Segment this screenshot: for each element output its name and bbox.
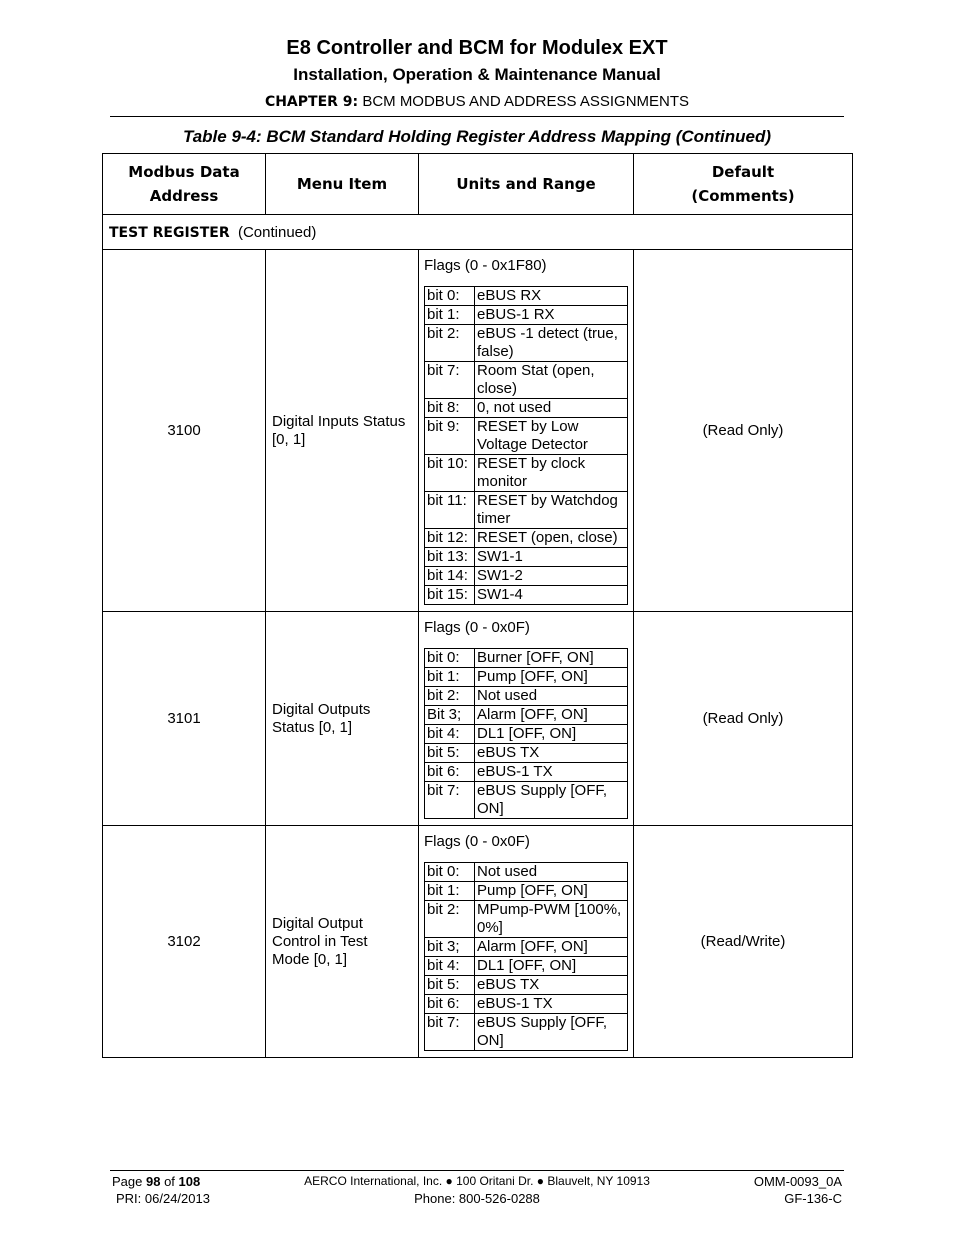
bit-description: eBUS TX	[475, 744, 628, 763]
company-address: AERCO International, Inc. ● 100 Oritani Dr. ● Blauvelt, NY 10913	[304, 1174, 650, 1188]
company-phone: Phone: 800-526-0288	[414, 1191, 540, 1206]
bit-description: Alarm [OFF, ON]	[475, 938, 628, 957]
bit-index: Bit 3;	[425, 706, 475, 725]
bit-row	[425, 995, 628, 1014]
flags-range: Flags (0 - 0x1F80)	[424, 257, 547, 274]
menu-item: Digital Outputs Status [0, 1]	[266, 612, 419, 826]
bit-description: eBUS Supply [OFF, ON]	[475, 782, 628, 819]
bit-row	[425, 744, 628, 763]
menu-item: Digital Output Control in Test Mode [0, 1]	[266, 826, 419, 1058]
bit-index: bit 2:	[425, 325, 475, 362]
bit-table	[424, 648, 628, 819]
section-name: TEST REGISTER	[109, 224, 230, 241]
form-number: GF-136-C	[784, 1191, 842, 1206]
bit-row	[425, 706, 628, 725]
bit-row	[425, 399, 628, 418]
bit-index: bit 12:	[425, 529, 475, 548]
bit-row	[425, 418, 628, 455]
bit-description: eBUS -1 detect (true, false)	[475, 325, 628, 362]
table-caption: Table 9-4: BCM Standard Holding Register Address Mapping (Continued)	[182, 127, 772, 146]
bit-index: bit 1:	[425, 882, 475, 901]
bit-index: bit 13:	[425, 548, 475, 567]
bit-description: eBUS-1 TX	[475, 763, 628, 782]
bit-description: Pump [OFF, ON]	[475, 882, 628, 901]
bit-index: bit 6:	[425, 763, 475, 782]
bit-row	[425, 668, 628, 687]
document-number: OMM-0093_0A	[753, 1174, 842, 1189]
bit-index: bit 15:	[425, 586, 475, 605]
bit-description: Pump [OFF, ON]	[475, 668, 628, 687]
chapter-heading	[110, 92, 844, 112]
document-title: E8 Controller and BCM for Modulex EXT	[286, 37, 668, 59]
bit-row	[425, 763, 628, 782]
bit-description: DL1 [OFF, ON]	[475, 725, 628, 744]
page-header	[110, 36, 844, 112]
register-address: 3101	[103, 612, 266, 826]
flags-range: Flags (0 - 0x0F)	[424, 619, 530, 636]
register-address: 3100	[103, 250, 266, 612]
bit-row	[425, 687, 628, 706]
bit-row	[425, 567, 628, 586]
register-comment: (Read/Write)	[634, 826, 853, 1058]
page-footer	[112, 1173, 842, 1209]
bit-description: MPump-PWM [100%, 0%]	[475, 901, 628, 938]
table-row	[103, 250, 853, 612]
section-note: (Continued)	[237, 223, 317, 241]
bit-row	[425, 455, 628, 492]
bit-row	[425, 938, 628, 957]
footer-rule	[110, 1170, 844, 1171]
bit-index: bit 4:	[425, 725, 475, 744]
bit-index: bit 0:	[425, 287, 475, 306]
bit-index: bit 3;	[425, 938, 475, 957]
units-range	[419, 612, 634, 826]
bit-row	[425, 287, 628, 306]
header-rule	[110, 116, 844, 117]
bit-description: eBUS RX	[475, 287, 628, 306]
bit-index: bit 7:	[425, 362, 475, 399]
bit-table	[424, 862, 628, 1051]
bit-row	[425, 1014, 628, 1051]
bit-index: bit 6:	[425, 995, 475, 1014]
bit-index: bit 5:	[425, 976, 475, 995]
bit-row	[425, 957, 628, 976]
bit-row	[425, 901, 628, 938]
bit-row	[425, 362, 628, 399]
bit-row	[425, 529, 628, 548]
bit-description: DL1 [OFF, ON]	[475, 957, 628, 976]
bit-description: 0, not used	[475, 399, 628, 418]
bit-description: Not used	[475, 863, 628, 882]
bit-index: bit 1:	[425, 306, 475, 325]
bit-index: bit 10:	[425, 455, 475, 492]
bit-description: eBUS TX	[475, 976, 628, 995]
register-comment: (Read Only)	[634, 250, 853, 612]
bit-table	[424, 286, 628, 605]
bit-description: SW1-2	[475, 567, 628, 586]
bit-index: bit 4:	[425, 957, 475, 976]
bit-row	[425, 306, 628, 325]
bit-description: SW1-4	[475, 586, 628, 605]
bit-description: Burner [OFF, ON]	[475, 649, 628, 668]
bit-index: bit 9:	[425, 418, 475, 455]
bit-row	[425, 325, 628, 362]
chapter-label: CHAPTER 9:	[264, 94, 359, 110]
menu-item: Digital Inputs Status [0, 1]	[266, 250, 419, 612]
table-header-row	[103, 154, 853, 215]
register-table	[102, 153, 853, 1058]
revision-date: PRI: 06/24/2013	[116, 1191, 210, 1206]
bit-description: Not used	[475, 687, 628, 706]
bit-index: bit 2:	[425, 901, 475, 938]
bit-row	[425, 725, 628, 744]
bit-description: RESET by Low Voltage Detector	[475, 418, 628, 455]
bit-row	[425, 863, 628, 882]
bit-row	[425, 882, 628, 901]
bit-index: bit 14:	[425, 567, 475, 586]
bit-index: bit 11:	[425, 492, 475, 529]
bit-description: RESET (open, close)	[475, 529, 628, 548]
register-address: 3102	[103, 826, 266, 1058]
flags-range: Flags (0 - 0x0F)	[424, 833, 530, 850]
register-comment: (Read Only)	[634, 612, 853, 826]
bit-index: bit 1:	[425, 668, 475, 687]
bit-description: SW1-1	[475, 548, 628, 567]
column-header-default: Default (Comments)	[634, 154, 853, 215]
bit-description: eBUS-1 RX	[475, 306, 628, 325]
section-label	[103, 215, 853, 250]
bit-index: bit 8:	[425, 399, 475, 418]
bit-description: Room Stat (open, close)	[475, 362, 628, 399]
bit-index: bit 2:	[425, 687, 475, 706]
bit-index: bit 0:	[425, 649, 475, 668]
column-header-address: Modbus Data Address	[103, 154, 266, 215]
page-number: Page 98 of 108	[112, 1174, 201, 1189]
table-row	[103, 612, 853, 826]
bit-row	[425, 649, 628, 668]
bit-description: RESET by clock monitor	[475, 455, 628, 492]
bit-description: eBUS Supply [OFF, ON]	[475, 1014, 628, 1051]
section-row	[103, 215, 853, 250]
column-header-units-range: Units and Range	[419, 154, 634, 215]
bit-description: RESET by Watchdog timer	[475, 492, 628, 529]
bit-row	[425, 976, 628, 995]
bit-index: bit 7:	[425, 782, 475, 819]
bit-index: bit 0:	[425, 863, 475, 882]
document-subtitle: Installation, Operation & Maintenance Manual	[293, 65, 661, 84]
bit-description: eBUS-1 TX	[475, 995, 628, 1014]
bit-row	[425, 548, 628, 567]
bit-description: Alarm [OFF, ON]	[475, 706, 628, 725]
bit-index: bit 7:	[425, 1014, 475, 1051]
units-range	[419, 250, 634, 612]
bit-row	[425, 586, 628, 605]
table-row	[103, 826, 853, 1058]
bit-index: bit 5:	[425, 744, 475, 763]
chapter-title: BCM MODBUS AND ADDRESS ASSIGNMENTS	[362, 93, 690, 110]
bit-row	[425, 782, 628, 819]
bit-row	[425, 492, 628, 529]
column-header-menu-item: Menu Item	[266, 154, 419, 215]
units-range	[419, 826, 634, 1058]
